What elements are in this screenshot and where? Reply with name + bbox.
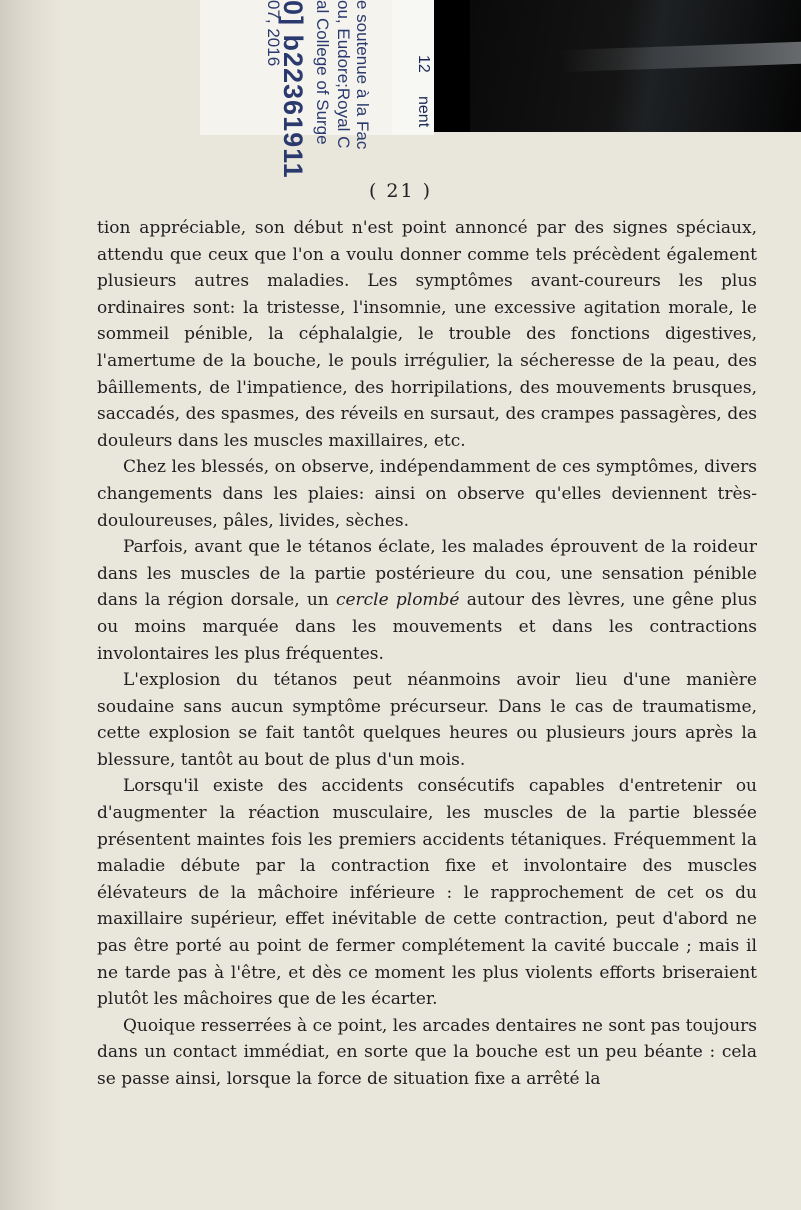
italic-phrase: cercle plombé xyxy=(335,590,460,611)
spine-line-1: al College of Surge xyxy=(313,0,332,145)
paragraph-6: Quoique resserrées à ce point, les arcades dentaires ne sont pas toujours dans un contact immédiat, en sorte que la bouche est un peu béante : cela se passe ainsi, lorsque la force de situation fixe a arrêté la xyxy=(97,1015,757,1089)
tab-text-1: nent xyxy=(415,96,432,128)
spine-date: 07, 2016 xyxy=(264,0,283,67)
tab-text-2: 12 xyxy=(415,55,432,73)
paragraph-2: Chez les blessés, on observe, indépendamment de ces symptômes, divers changements dans les plaies: ainsi on observe qu'elles deviennent très-douloureuses, pâles, livides, sèches. xyxy=(97,457,757,531)
paragraph-3-part-1: Parfois, avant que le tétanos éclate, les malades éprouvent de la roideur dans les muscles de la partie postérieure du cou, une sensation pénible dans la région dorsale, un xyxy=(97,537,757,611)
paragraph-3 xyxy=(97,534,757,667)
page-number: ( 21 ) xyxy=(368,180,433,202)
paragraph-3-part-2: autour des lèvres, une gêne plus ou moins marquée dans les mouvements et dans les contractions involontaires les plus fréquentes. xyxy=(97,590,758,664)
spine-line-2: ou, Eudore;Royal C xyxy=(334,0,353,149)
paragraph-1: tion appréciable, son début n'est point annoncé par des signes spéciaux, attendu que ceux que l'on a voulu donner comme tels précèdent également plusieurs autres maladies. Les symptômes avant-coureurs les plus ordinaires sont: la tristesse, l'insomnie, une excessive agitation morale, le sommeil pénible, la céphalalgie, le trouble des fonctions digestives, l'amertume de la bouche, le pouls irrégulier, la sécheresse de la peau, des bâillements, de l'impatience, des horripilations, des mouvements brusques, saccadés, des spasmes, des réveils en sursaut, des crampes passagères, des douleurs dans les muscles maxillaires, etc. xyxy=(97,218,757,451)
paragraph-5: Lorsqu'il existe des accidents consécutifs capables d'entretenir ou d'augmenter la réaction musculaire, les muscles de la partie blessée présentent maintes fois les premiers accidents tétaniques. Fréquemment la maladie débute par la contraction fixe et involontaire des muscles élévateurs de la mâchoire inférieure : le rapprochement de cet os du maxillaire supérieur, effet inévitable de cette contraction, peut d'abord ne pas être porté au point de fermer complétement la cavité buccale ; mais il ne tarde pas à l'être, et dès ce moment les plus violents efforts briseraient plutôt les mâchoires que de les écarter. xyxy=(97,776,757,1010)
spine-line-3: e soutenue à la Fac xyxy=(353,0,372,150)
scan-header-strip xyxy=(0,0,801,179)
paragraph-4: L'explosion du tétanos peut néanmoins avoir lieu d'une manière soudaine sans aucun symptôme précurseur. Dans le cas de traumatisme, cette explosion se fait tantôt quelques heures ou plusieurs jours après la blessure, tantôt au bout de plus d'un mois. xyxy=(97,670,757,770)
body-text xyxy=(97,215,757,1093)
spine-id-number: 0] b22361911 xyxy=(278,0,308,179)
